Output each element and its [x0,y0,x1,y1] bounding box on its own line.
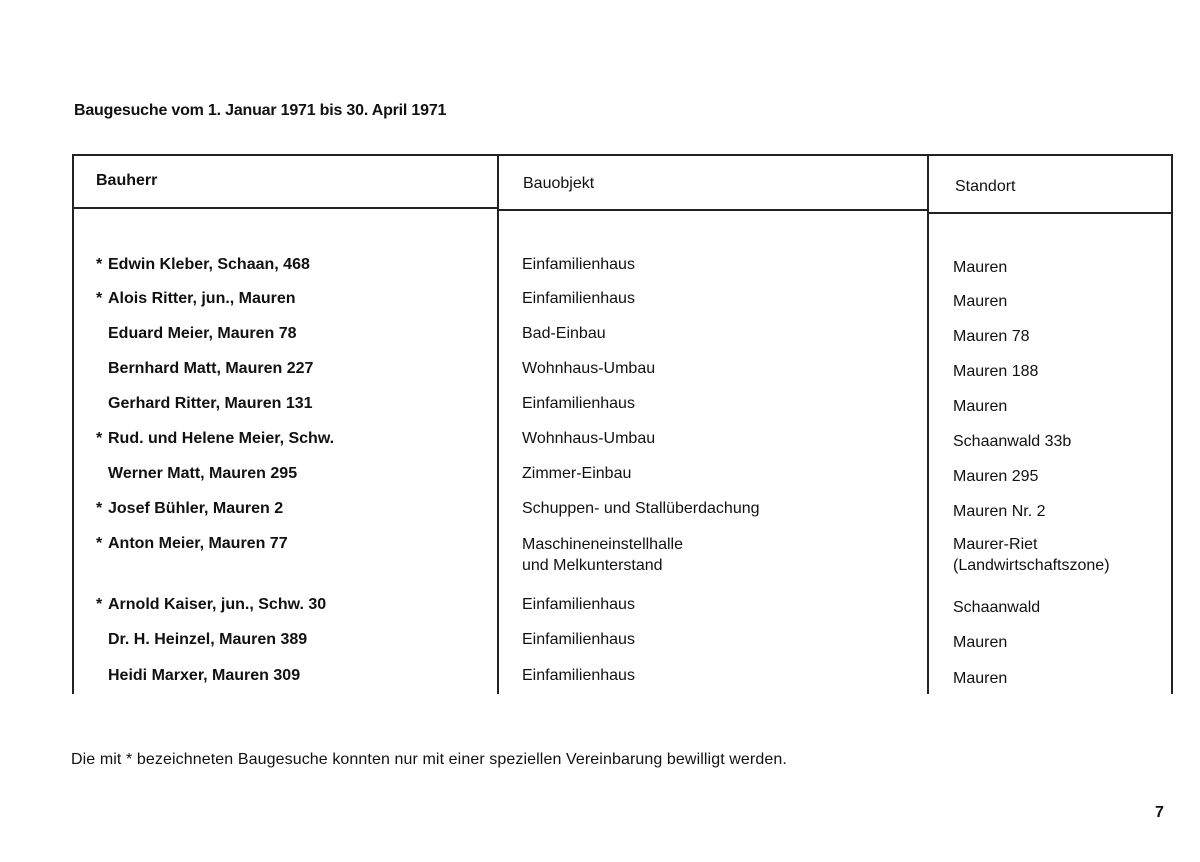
standort-cell: Schaanwald 33b [953,433,1072,450]
bauobjekt-cell: Einfamilienhaus [522,596,635,613]
bauobjekt-cell: Schuppen- und Stallüberdachung [522,500,760,517]
column-divider-2 [927,154,929,694]
standort-cell: Maurer-Riet (Landwirtschaftszone) [953,536,1110,574]
bauobjekt-cell: Bad-Einbau [522,325,606,342]
approval-marker: * [96,256,103,273]
header-divider-bauobjekt [497,209,928,211]
bauobjekt-cell: Wohnhaus-Umbau [522,360,656,377]
bauherr-cell: Dr. H. Heinzel, Mauren 389 [108,631,308,648]
bauherr-cell: * Josef Bühler, Mauren 2 [96,500,284,517]
column-header-bauherr: Bauherr [96,172,158,189]
bauobjekt-cell: Zimmer-Einbau [522,465,632,482]
approval-marker: * [96,596,103,613]
bauherr-cell: * Alois Ritter, jun., Mauren [96,290,296,307]
standort-cell: Mauren Nr. 2 [953,503,1046,520]
bauobjekt-cell: Einfamilienhaus [522,667,635,684]
column-divider-1 [497,154,499,694]
bauherr-cell: * Arnold Kaiser, jun., Schw. 30 [96,596,327,613]
page-number: 7 [1155,804,1164,821]
bauobjekt-cell: Wohnhaus-Umbau [522,430,656,447]
standort-cell: Mauren [953,293,1008,310]
bauobjekt-cell: Einfamilienhaus [522,290,635,307]
header-divider-bauherr [72,207,498,209]
bauherr-cell: * Anton Meier, Mauren 77 [96,535,288,552]
standort-cell: Schaanwald [953,599,1041,616]
bauherr-cell: * Edwin Kleber, Schaan, 468 [96,256,310,273]
bauherr-cell: * Rud. und Helene Meier, Schw. [96,430,335,447]
standort-cell: Mauren [953,259,1008,276]
approval-marker: * [96,430,103,447]
standort-cell: Mauren 78 [953,328,1030,345]
approval-marker: * [96,500,103,517]
column-header-bauobjekt: Bauobjekt [523,175,595,192]
bauherr-cell: Heidi Marxer, Mauren 309 [108,667,301,684]
approval-marker: * [96,290,103,307]
standort-cell: Mauren [953,670,1008,687]
bauherr-cell: Eduard Meier, Mauren 78 [108,325,297,342]
standort-cell: Mauren 188 [953,363,1039,380]
header-divider-standort [927,212,1173,214]
standort-cell: Mauren 295 [953,468,1039,485]
building-permits-table [72,154,1173,694]
bauobjekt-cell: Einfamilienhaus [522,631,635,648]
bauobjekt-cell: Einfamilienhaus [522,256,635,273]
table-top-border [72,154,1173,156]
table-right-border [1171,154,1173,694]
bauherr-cell: Gerhard Ritter, Mauren 131 [108,395,313,412]
bauobjekt-cell: Einfamilienhaus [522,395,635,412]
bauherr-cell: Bernhard Matt, Mauren 227 [108,360,314,377]
approval-marker: * [96,535,103,552]
footnote: Die mit * bezeichneten Baugesuche konnten nur mit einer speziellen Vereinbarung bewilligt werden. [71,751,787,768]
column-header-standort: Standort [955,178,1016,195]
standort-cell: Mauren [953,398,1008,415]
page-title: Baugesuche vom 1. Januar 1971 bis 30. April 1971 [74,102,447,119]
standort-cell: Mauren [953,634,1008,651]
table-left-border [72,154,74,694]
bauherr-cell: Werner Matt, Mauren 295 [108,465,298,482]
bauobjekt-cell: Maschineneinstellhalle und Melkunterstand [522,536,683,574]
